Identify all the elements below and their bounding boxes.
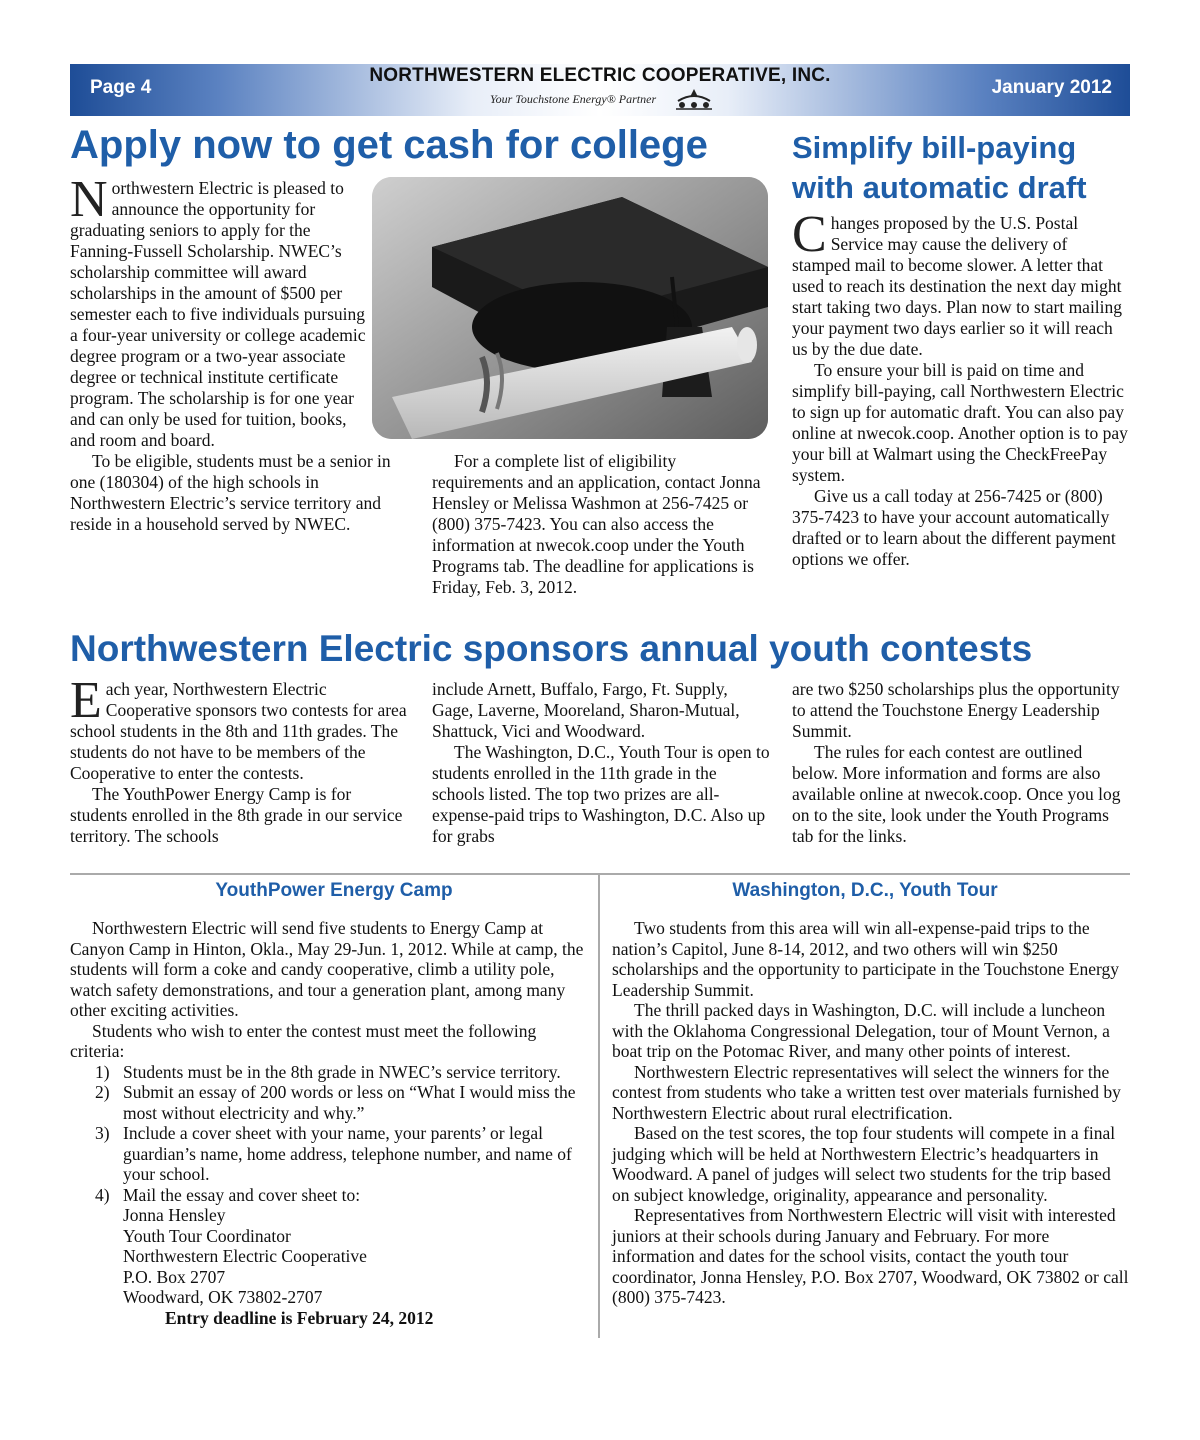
contests-column-1 [70, 672, 410, 847]
camp-paragraph-2: Students who wish to enter the contest must meet the following criteria: [70, 1020, 537, 1061]
contests-paragraph-4: The Washington, D.C., Youth Tour is open to students enrolled in the 11th grade in the schools listed. The top two prizes are all-expense-paid trips to Washington, D.C. Also up for grabs [432, 742, 770, 846]
tagline: Your Touchstone Energy® Partner [490, 92, 657, 106]
scholarship-paragraph-1: Northwestern Electric is pleased to announce the opportunity for graduating seniors to apply for the Fanning-Fussell Scholarship. NWEC’s scholarship committee will award scholarships in the amount of $500 per semester each to five individuals pursuing a four-year university or college academic degree program or a two-year associate degree or technical institute certificate program. The scholarship is for one year and can only be used for tuition, books, and room and board. [70, 171, 366, 450]
mailing-address [70, 1205, 585, 1308]
address-line: Jonna Hensley [123, 1205, 226, 1225]
column-divider [598, 873, 600, 1338]
billpay-paragraph-2: To ensure your bill is paid on time and simplify bill-paying, call Northwestern Electric to sign up for automatic draft. You can also pay online at nwecok.coop. Another option is to pay your bill at Walmart using the CheckFreePay system. [792, 360, 1128, 485]
contests-paragraph-5: are two $250 scholarships plus the opportunity to attend the Touchstone Energy Leadership Summit. [792, 679, 1120, 741]
entry-deadline: Entry deadline is February 24, 2012 [165, 1307, 434, 1328]
billpay-column [792, 206, 1130, 570]
billpay-headline-line-1: Simplify bill-paying [792, 130, 1077, 165]
criteria-item: 1) Students must be in the 8th grade in NWEC’s service territory. [95, 1061, 561, 1082]
drop-cap: C [792, 206, 827, 263]
contests-headline: Northwestern Electric sponsors annual youth contests [70, 628, 1033, 669]
address-line: Northwestern Electric Cooperative [123, 1246, 367, 1266]
tour-paragraph-5: Representatives from Northwestern Electric will visit with interested juniors at their schools during January and February. For more information and dates for the school visits, contact the youth tour coordinator, Jonna Hensley, P.O. Box 2707, Woodward, OK 73802 or call (800) 375-7423. [612, 1205, 1129, 1307]
tour-paragraph-2: The thrill packed days in Washington, D.C. will include a luncheon with the Oklahoma Congressional Delegation, tour of Mount Vernon, a boat trip on the Potomac River, and many other points of interest. [612, 1000, 1110, 1061]
address-line: P.O. Box 2707 [123, 1266, 226, 1287]
tour-section [612, 918, 1130, 1308]
section-divider [70, 873, 1130, 875]
newsletter-title: NORTHWESTERN ELECTRIC COOPERATIVE, INC. [369, 65, 831, 86]
tour-paragraph-1: Two students from this area will win all-expense-paid trips to the nation’s Capitol, June 8-14, 2012, and two others will win $250 scholarships and the opportunity to participate in the Touchstone Energy Leadership Summit. [612, 918, 1119, 1000]
scholarship-paragraph-2: To be eligible, students must be a senior in one (180304) of the high schools in Northwestern Electric’s service territory and reside in a household served by NWEC. [70, 451, 391, 534]
billpay-headline [792, 128, 1087, 208]
graduation-cap-image [372, 177, 768, 439]
tour-heading: Washington, D.C., Youth Tour [732, 880, 998, 901]
address-line: Woodward, OK 73802-2707 [123, 1287, 323, 1307]
contests-column-2 [432, 679, 772, 847]
criteria-list [70, 1062, 585, 1206]
camp-heading: YouthPower Energy Camp [215, 880, 453, 901]
contests-paragraph-3: include Arnett, Buffalo, Fargo, Ft. Supply, Gage, Laverne, Mooreland, Sharon-Mutual, Shattuck, Vici and Woodward. [432, 679, 740, 741]
scholarship-headline: Apply now to get cash for college [70, 123, 708, 167]
contests-paragraph-1: Each year, Northwestern Electric Cooperative sponsors two contests for area school students in the 8th and 11th grades. The students do not have to be members of the Cooperative to enter the contests. [70, 672, 407, 783]
contests-paragraph-2: The YouthPower Energy Camp is for students enrolled in the 8th grade in our service territory. The schools [70, 784, 403, 846]
drop-cap: E [70, 672, 102, 729]
criteria-item: 2) Submit an essay of 200 words or less on “What I would miss the most without electricity and why.” [95, 1082, 576, 1123]
billpay-headline-line-2: with automatic draft [792, 170, 1087, 205]
address-line: Youth Tour Coordinator [123, 1225, 291, 1246]
issue-date: January 2012 [991, 77, 1112, 98]
touchstone-logo-icon [672, 87, 716, 111]
criteria-item: 4) Mail the essay and cover sheet to: [95, 1184, 361, 1205]
drop-cap: N [70, 171, 108, 228]
billpay-paragraph-1: Changes proposed by the U.S. Postal Service may cause the delivery of stamped mail to become slower. A letter that used to reach its destination the next day might start taking two days. Plan now to start mailing your payment two days earlier so it will reach us by the due date. [792, 206, 1123, 359]
contests-paragraph-6: The rules for each contest are outlined below. More information and forms are also available online at nwecok.coop. Once you log on to the site, look under the Youth Programs tab for the links. [792, 742, 1121, 846]
scholarship-paragraph-3: For a complete list of eligibility requirements and an application, contact Jonna Hensley or Melissa Washmon at 256-7425 or (800) 375-7423. You can also access the information at nwecok.coop under the Youth Programs tab. The deadline for applications is Friday, Feb. 3, 2012. [432, 451, 761, 597]
tour-paragraph-3: Northwestern Electric representatives will select the winners for the contest from students who take a written test over materials furnished by Northwestern Electric about rural electrification. [612, 1061, 1121, 1123]
scholarship-column-1 [70, 171, 391, 535]
billpay-paragraph-3: Give us a call today at 256-7425 or (800) 375-7423 to have your account automatically drafted or to learn about the different payment options we offer. [792, 486, 1116, 569]
graduation-cap-photo [372, 177, 768, 439]
criteria-item: 3) Include a cover sheet with your name, your parents’ or legal guardian’s name, home address, telephone number, and name of your school. [95, 1123, 572, 1184]
page-number: Page 4 [90, 77, 152, 98]
camp-paragraph-1: Northwestern Electric will send five students to Energy Camp at Canyon Camp in Hinton, Okla., May 29-Jun. 1, 2012. While at camp, the students will form a coke and candy cooperative, climb a utility pole, watch safety demonstrations, and tour a generation plant, among many other exciting activities. [70, 918, 584, 1020]
tour-paragraph-4: Based on the test scores, the top four students will compete in a final judging which will be held at Northwestern Electric’s headquarters in Woodward. A panel of judges will select two students for the trip based on subject knowledge, originality, appearance and personality. [612, 1123, 1116, 1205]
scholarship-column-2 [432, 451, 767, 598]
masthead-banner [70, 64, 1130, 116]
contests-column-3 [792, 679, 1130, 847]
camp-section [70, 918, 585, 1328]
